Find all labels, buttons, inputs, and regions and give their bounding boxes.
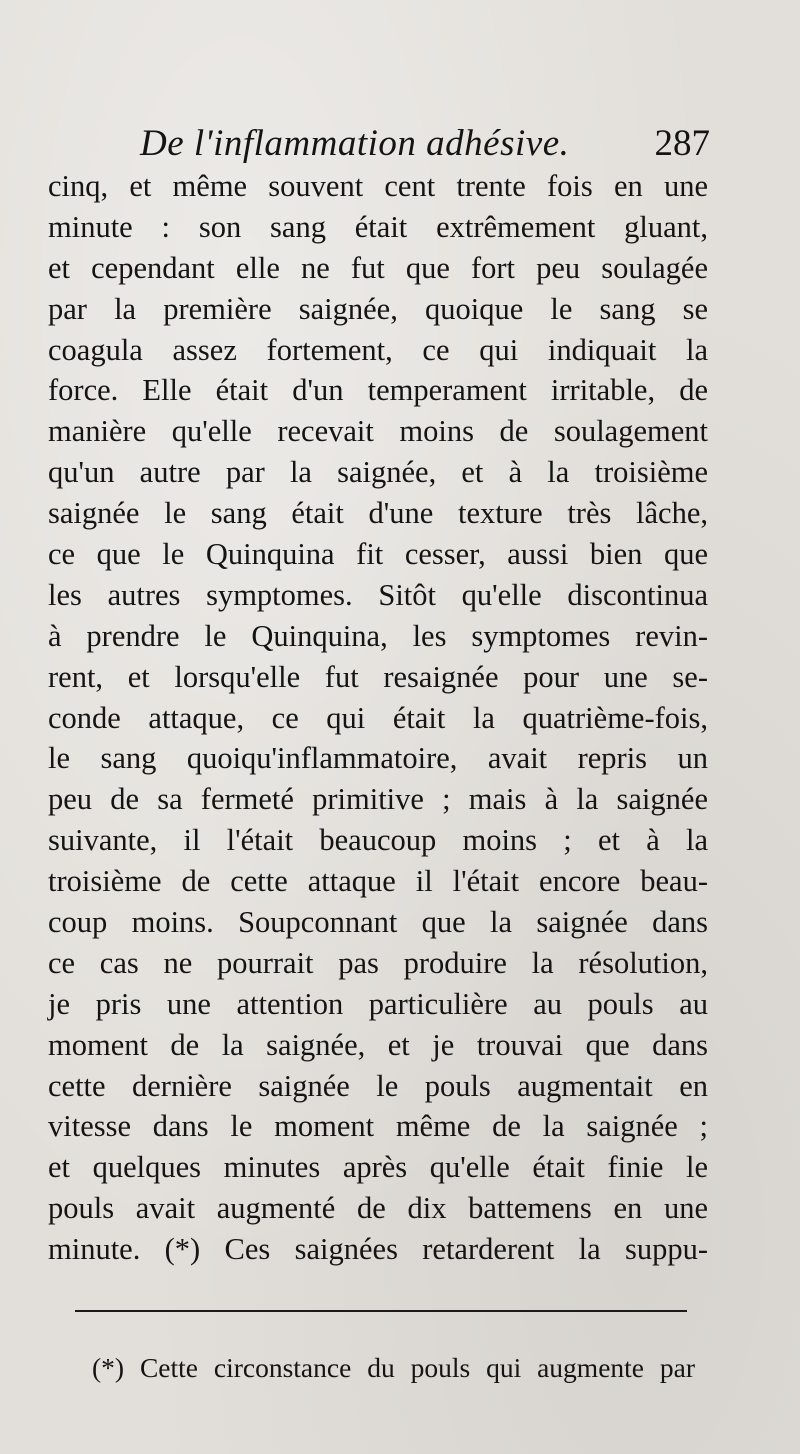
text-line: cinq, et même souvent cent trente fois en une xyxy=(48,169,708,203)
running-title: De l'inflammation adhésive. xyxy=(140,123,570,164)
text-line: manière qu'elle recevait moins de soulagement xyxy=(48,414,708,449)
text-line: troisième de cette attaque il l'était encore beau- xyxy=(48,864,708,899)
page-number: 287 xyxy=(654,123,710,164)
body-text xyxy=(48,166,708,1270)
text-line: je pris une attention particulière au pouls au xyxy=(48,986,708,1021)
text-line: vitesse dans le moment même de la saignée ; xyxy=(48,1109,708,1144)
text-line: rent, et lorsqu'elle fut resaignée pour une se- xyxy=(48,659,708,694)
text-line: saignée le sang était d'une texture très lâche, xyxy=(48,496,708,531)
footnote: (*) Cette circonstance du pouls qui augmente par xyxy=(92,1352,695,1383)
text-line: coup moins. Soupconnant que la saignée dans xyxy=(48,905,708,940)
text-line: coagula assez fortement, ce qui indiquait la xyxy=(48,332,708,367)
text-line: suivante, il l'était beaucoup moins ; et à la xyxy=(48,823,708,858)
text-line: et cependant elle ne fut que fort peu soulagée xyxy=(48,250,708,285)
text-line: cette dernière saignée le pouls augmentait en xyxy=(48,1068,708,1103)
text-line: et quelques minutes après qu'elle était finie le xyxy=(48,1150,708,1185)
text-line: qu'un autre par la saignée, et à la troisième xyxy=(48,455,708,490)
text-line: ce que le Quinquina fit cesser, aussi bien que xyxy=(48,537,708,572)
footnote-divider xyxy=(75,1310,687,1312)
text-line: minute : son sang était extrêmement gluant, xyxy=(48,209,708,244)
text-line: à prendre le Quinquina, les symptomes revin- xyxy=(48,618,708,653)
text-line: minute. (*) Ces saignées retarderent la suppu- xyxy=(48,1232,708,1267)
text-line: les autres symptomes. Sitôt qu'elle discontinua xyxy=(48,577,708,612)
text-line: force. Elle était d'un temperament irritable, de xyxy=(48,373,708,408)
text-line: conde attaque, ce qui était la quatrième-fois, xyxy=(48,700,708,735)
page-header xyxy=(140,122,710,170)
text-line: moment de la saignée, et je trouvai que dans xyxy=(48,1027,708,1062)
text-line: par la première saignée, quoique le sang se xyxy=(48,291,708,326)
text-line: ce cas ne pourrait pas produire la résolution, xyxy=(48,945,708,980)
text-line: pouls avait augmenté de dix battemens en une xyxy=(48,1191,708,1226)
text-line: le sang quoiqu'inflammatoire, avait repris un xyxy=(48,741,708,776)
text-line: peu de sa fermeté primitive ; mais à la saignée xyxy=(48,782,708,817)
